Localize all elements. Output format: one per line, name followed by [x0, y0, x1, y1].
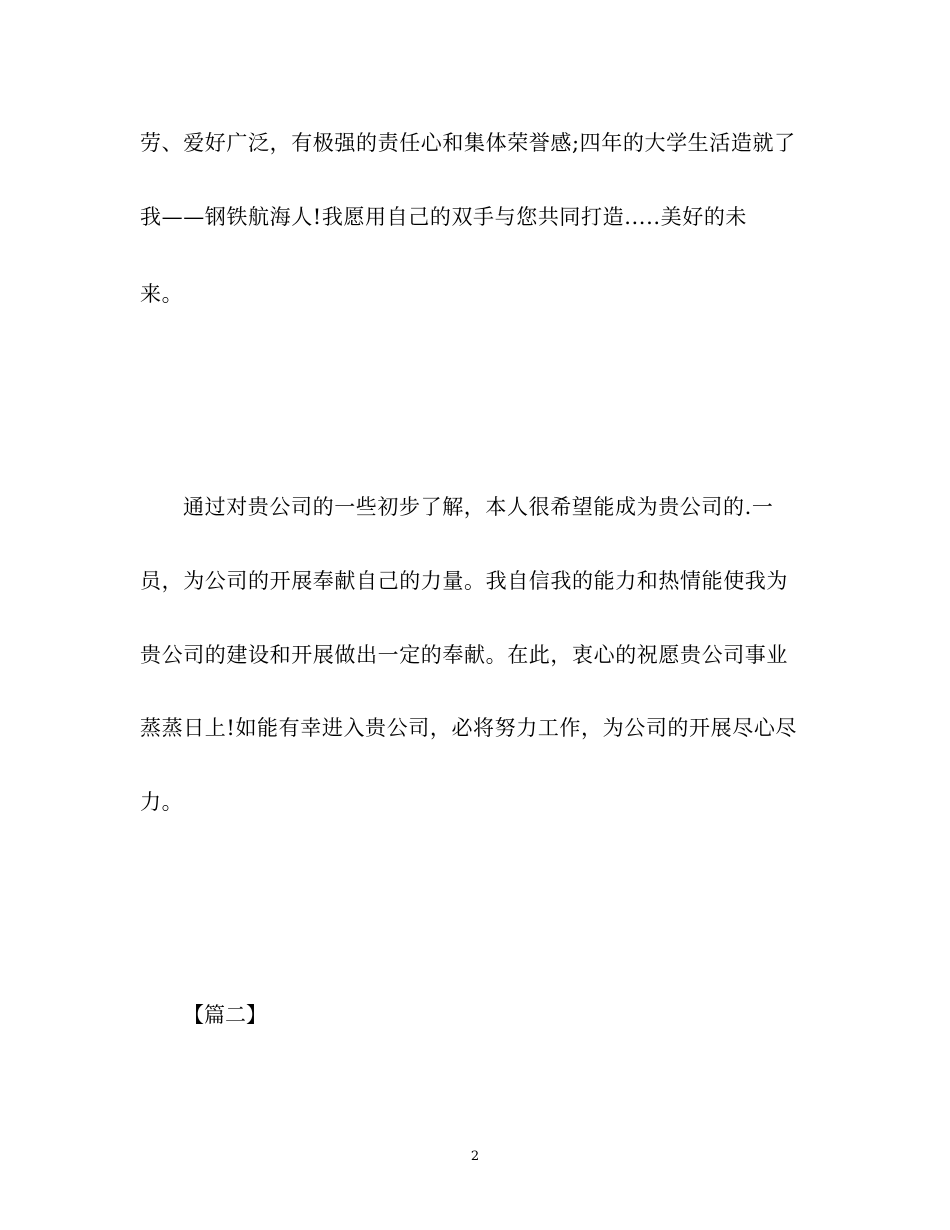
paragraph-1-line-1: 劳、爱好广泛，有极强的责任心和集体荣誉感;四年的大学生活造就了 — [140, 131, 796, 155]
page-number: 2 — [470, 1149, 480, 1164]
paragraph-2-line-3: 贵公司的建设和开展做出一定的奉献。在此，衷心的祝愿贵公司事业 — [140, 643, 788, 667]
paragraph-2-line-1: 通过对贵公司的一些初步了解，本人很希望能成为贵公司的.一 — [183, 495, 774, 519]
paragraph-1-line-3: 来。 — [140, 282, 184, 306]
paragraph-2-line-2: 员，为公司的开展奉献自己的力量。我自信我的能力和热情能使我为 — [140, 569, 788, 593]
section-heading: 【篇二】 — [183, 1003, 267, 1027]
paragraph-2-line-4: 蒸蒸日上!如能有幸进入贵公司，必将努力工作，为公司的开展尽心尽 — [140, 716, 798, 740]
paragraph-1-line-2: 我——钢铁航海人!我愿用自己的双手与您共同打造.....美好的未 — [140, 205, 748, 229]
paragraph-2-line-5: 力。 — [140, 790, 184, 814]
